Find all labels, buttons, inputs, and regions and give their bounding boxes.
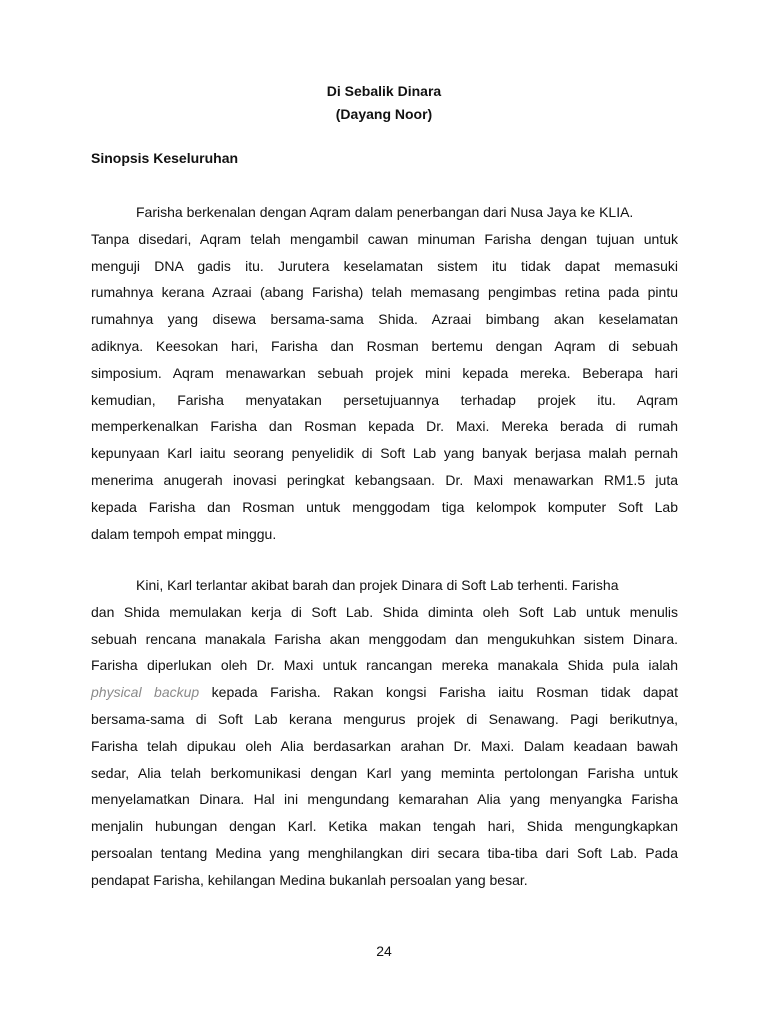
paragraph-line: menguji DNA gadis itu. Jurutera keselamatan sistem itu tidak dapat memasuki	[91, 257, 678, 274]
paragraph-line: rumahnya yang disewa bersama-sama Shida. Azraai bimbang akan keselamatan	[91, 311, 678, 328]
document-title: Di Sebalik Dinara	[326, 83, 442, 99]
paragraph-line: kemudian, Farisha menyatakan persetujuannya terhadap projek itu. Aqram	[91, 391, 678, 408]
paragraph-line: menerima anugerah inovasi peringkat kebangsaan. Dr. Maxi menawarkan RM1.5 juta	[91, 471, 678, 488]
paragraph-line: Farisha diperlukan oleh Dr. Maxi untuk rancangan mereka manakala Shida pula ialah	[91, 657, 678, 674]
paragraph-line: Farisha berkenalan dengan Aqram dalam penerbangan dari Nusa Jaya ke KLIA.	[136, 204, 634, 220]
paragraph-line-remainder: kepada Farisha. Rakan kongsi Farisha iaitu Rosman tidak dapat	[199, 684, 678, 701]
paragraph-line-mixed	[91, 679, 678, 706]
paragraph-line: dalam tempoh empat minggu.	[91, 525, 277, 542]
paragraph-line: simposium. Aqram menawarkan sebuah projek mini kepada mereka. Beberapa hari	[91, 364, 678, 381]
paragraph-line: adiknya. Keesokan hari, Farisha dan Rosman bertemu dengan Aqram di sebuah	[91, 337, 678, 354]
paragraph-line: menjalin hubungan dengan Karl. Ketika makan tengah hari, Shida mengungkapkan	[91, 818, 678, 835]
paragraph-line: Farisha telah dipukau oleh Alia berdasarkan arahan Dr. Maxi. Dalam keadaan bawah	[91, 737, 678, 754]
paragraph-line: Kini, Karl terlantar akibat barah dan projek Dinara di Soft Lab terhenti. Farisha	[136, 577, 619, 593]
paragraph-1	[91, 199, 678, 547]
paragraph-line: kepunyaan Karl iaitu seorang penyelidik di Soft Lab yang banyak berjasa malah pernah	[91, 445, 678, 462]
document-author: (Dayang Noor)	[335, 106, 433, 122]
paragraph-line: sedar, Alia telah berkomunikasi dengan Karl yang meminta pertolongan Farisha untuk	[91, 764, 678, 781]
paragraph-line: menyelamatkan Dinara. Hal ini mengundang kemarahan Alia yang menyangka Farisha	[91, 791, 678, 808]
paragraph-line: Tanpa disedari, Aqram telah mengambil cawan minuman Farisha dengan tujuan untuk	[91, 230, 678, 247]
paragraph-line: pendapat Farisha, kehilangan Medina bukanlah persoalan yang besar.	[91, 871, 528, 888]
paragraph-line: rumahnya kerana Azraai (abang Farisha) telah memasang pengimbas retina pada pintu	[91, 284, 678, 301]
italic-term: physical backup	[91, 684, 200, 701]
paragraph-line: persoalan tentang Medina yang menghilangkan diri secara tiba-tiba dari Soft Lab. Pada	[91, 844, 678, 861]
paragraph-line: bersama-sama di Soft Lab kerana mengurus projek di Senawang. Pagi berikutnya,	[91, 710, 678, 727]
paragraph-line: kepada Farisha dan Rosman untuk menggodam tiga kelompok komputer Soft Lab	[91, 498, 678, 515]
paragraph-2	[91, 572, 678, 894]
page-number: 24	[376, 943, 392, 959]
paragraph-line: dan Shida memulakan kerja di Soft Lab. Shida diminta oleh Soft Lab untuk menulis	[91, 603, 678, 620]
paragraph-line: sebuah rencana manakala Farisha akan menggodam dan mengukuhkan sistem Dinara.	[91, 630, 678, 647]
paragraph-line: memperkenalkan Farisha dan Rosman kepada Dr. Maxi. Mereka berada di rumah	[91, 418, 678, 435]
section-heading: Sinopsis Keseluruhan	[91, 150, 239, 166]
